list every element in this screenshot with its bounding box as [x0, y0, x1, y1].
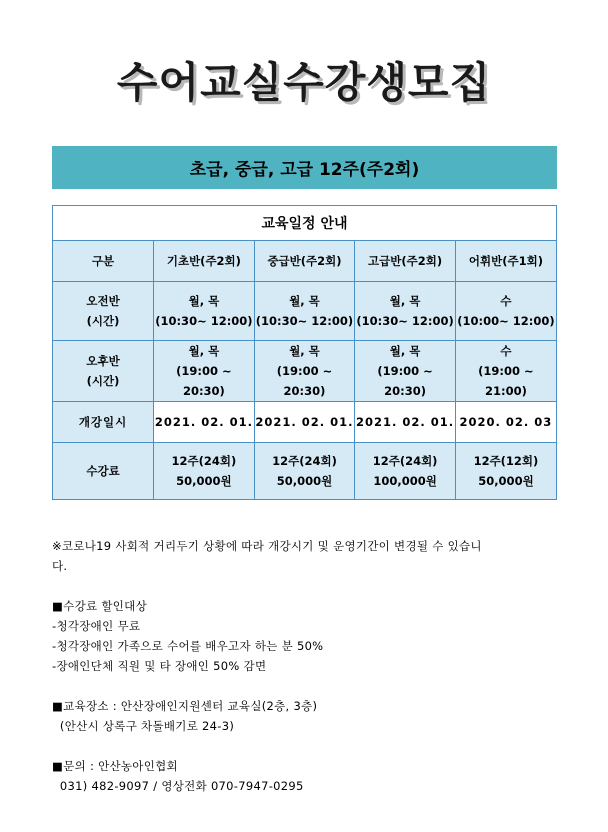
afternoon-advanced-cell: 월, 목 (19:00 ~ 20:30)	[355, 341, 456, 402]
contact-heading: ■문의 : 안산농아인협회	[52, 759, 178, 773]
row-label-afternoon: 오후반 (시간)	[53, 341, 154, 402]
header-intermediate: 중급반(주2회)	[254, 241, 355, 282]
location-address: (안산시 상록구 차돌배기로 24-3)	[52, 719, 235, 733]
fee-intermediate-cell: 12주(24회) 50,000원	[254, 443, 355, 500]
page-title: 수어교실수강생모집	[116, 58, 492, 107]
table-row-fee	[53, 443, 556, 500]
afternoon-intermediate-cell: 월, 목 (19:00 ~ 20:30)	[254, 341, 355, 402]
morning-intermediate-cell: 월, 목 (10:30~ 12:00)	[254, 282, 355, 341]
contact-phone: 031) 482-9097 / 영상전화 070-7947-0295	[52, 779, 304, 793]
row-label-start-date: 개강일시	[53, 402, 154, 443]
start-date-advanced: 2021. 02. 01.	[355, 402, 456, 443]
table-row-morning	[53, 282, 556, 341]
afternoon-vocabulary-cell: 수 (19:00 ~ 21:00)	[455, 341, 556, 402]
start-date-intermediate: 2021. 02. 01.	[254, 402, 355, 443]
notice-section	[52, 536, 562, 796]
table-row-start-date	[53, 402, 556, 443]
header-vocabulary: 어휘반(주1회)	[455, 241, 556, 282]
header-basic: 기초반(주2회)	[154, 241, 255, 282]
covid-notice-line2: 다.	[52, 559, 68, 573]
fee-basic-cell: 12주(24회) 50,000원	[154, 443, 255, 500]
table-row-afternoon	[53, 341, 556, 402]
schedule-table-box	[52, 205, 557, 500]
morning-vocabulary-cell: 수 (10:00~ 12:00)	[455, 282, 556, 341]
discount-heading: ■수강료 할인대상	[52, 599, 147, 613]
schedule-title: 교육일정 안내	[53, 206, 556, 241]
fee-vocabulary-cell: 12주(12회) 50,000원	[455, 443, 556, 500]
start-date-vocabulary: 2020. 02. 03	[455, 402, 556, 443]
discount-item-2: -청각장애인 가족으로 수어를 배우고자 하는 분 50%	[52, 639, 324, 653]
covid-notice-line1: ※코로나19 사회적 거리두기 상황에 따라 개강시기 및 운영기간이 변경될 수 있습니	[52, 539, 482, 553]
row-label-fee: 수강료	[53, 443, 154, 500]
morning-advanced-cell: 월, 목 (10:30~ 12:00)	[355, 282, 456, 341]
morning-basic-cell: 월, 목 (10:30~ 12:00)	[154, 282, 255, 341]
location-heading: ■교육장소 : 안산장애인지원센터 교육실(2층, 3층)	[52, 699, 318, 713]
start-date-basic: 2021. 02. 01.	[154, 402, 255, 443]
header-advanced: 고급반(주2회)	[355, 241, 456, 282]
header-category: 구분	[53, 241, 154, 282]
row-label-morning: 오전반 (시간)	[53, 282, 154, 341]
fee-advanced-cell: 12주(24회) 100,000원	[355, 443, 456, 500]
schedule-table	[53, 241, 556, 499]
discount-item-1: -청각장애인 무료	[52, 619, 141, 633]
discount-item-3: -장애인단체 직원 및 타 장애인 50% 감면	[52, 659, 267, 673]
afternoon-basic-cell: 월, 목 (19:00 ~ 20:30)	[154, 341, 255, 402]
table-header-row	[53, 241, 556, 282]
course-banner: 초급, 중급, 고급 12주(주2회)	[52, 146, 557, 189]
